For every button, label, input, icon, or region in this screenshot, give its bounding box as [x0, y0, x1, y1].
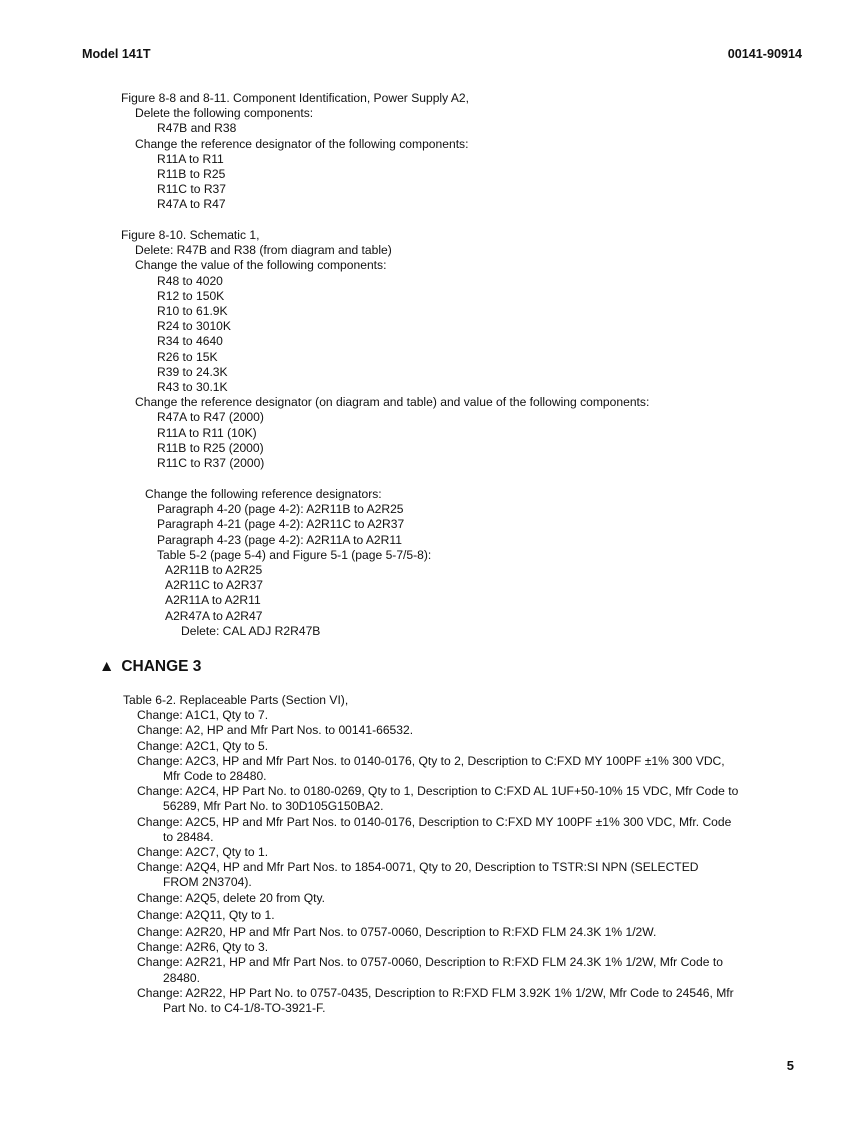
- change-entry: [123, 754, 773, 784]
- change-heading: Change the reference designator of the following components:: [135, 136, 469, 151]
- entry-line: Change: A2R20, HP and Mfr Part Nos. to 0757-0060, Description to R:FXD FLM 24.3K 1% 1/2W.: [137, 925, 657, 940]
- delete-line: Delete: CAL ADJ R2R47B: [181, 623, 321, 638]
- list-item: R11A to R11 (10K): [157, 425, 257, 440]
- list-item: R48 to 4020: [157, 273, 223, 288]
- entry-line: Change: A2C1, Qty to 5.: [137, 738, 269, 753]
- entry-continuation: 28480.: [163, 970, 200, 985]
- paragraph-item: Paragraph 4-23 (page 4-2): A2R11A to A2R11: [157, 532, 402, 547]
- delete-line: Delete: R47B and R38 (from diagram and table): [135, 243, 392, 258]
- section-title: Figure 8-8 and 8-11. Component Identification, Power Supply A2,: [121, 91, 470, 105]
- entry-line: Change: A2, HP and Mfr Part Nos. to 00141-66532.: [137, 723, 414, 738]
- entry-line: Change: A2R22, HP Part No. to 0757-0435, Description to R:FXD FLM 3.92K 1% 1/2W, Mfr Code to 24546, Mfr: [137, 985, 734, 1000]
- list-item: R10 to 61.9K: [157, 304, 228, 319]
- table-reference-line: Table 5-2 (page 5-4) and Figure 5-1 (page 5-7/5-8):: [157, 547, 432, 562]
- list-item: R12 to 150K: [157, 288, 225, 303]
- list-item: R11B to R25 (2000): [157, 440, 264, 455]
- list-item: R11A to R11: [157, 151, 224, 166]
- list-item: A2R11C to A2R37: [165, 578, 263, 593]
- list-item: R11B to R25: [157, 167, 226, 182]
- triangle-marker-icon: ▲: [99, 658, 115, 675]
- change-entry: [123, 891, 773, 906]
- refdes-heading: Change the reference designator (on diagram and table) and value of the following components:: [135, 395, 650, 410]
- list-item: A2R11A to A2R11: [165, 593, 261, 608]
- model-header: Model 141T: [82, 47, 151, 61]
- change-entry: [123, 925, 773, 940]
- change-entry: [123, 908, 773, 923]
- paragraph-item: Paragraph 4-21 (page 4-2): A2R11C to A2R37: [157, 517, 405, 532]
- entry-continuation: FROM 2N3704).: [163, 875, 252, 890]
- entry-line: Change: A1C1, Qty to 7.: [137, 708, 269, 723]
- list-item: A2R11B to A2R25: [165, 563, 263, 578]
- entry-line: Change: A2C3, HP and Mfr Part Nos. to 0140-0176, Qty to 2, Description to C:FXD MY 100PF ±1% 300 VDC,: [137, 753, 725, 768]
- list-item: R26 to 15K: [157, 349, 218, 364]
- list-item: R47A to R47: [157, 197, 226, 212]
- change-reference-designators-section: [131, 487, 431, 639]
- document-number: 00141-90914: [727, 47, 802, 61]
- entry-line: Change: A2Q5, delete 20 from Qty.: [137, 890, 326, 905]
- change-entry: [123, 739, 773, 754]
- change-3-title: CHANGE 3: [121, 658, 202, 675]
- change-entry: [123, 723, 773, 738]
- change-entry: [123, 708, 773, 723]
- list-item: R11C to R37: [157, 182, 227, 197]
- entry-line: Change: A2C4, HP Part No. to 0180-0269, Qty to 1, Description to C:FXD AL 1UF+50-10% 15 VDC, Mfr Code to: [137, 784, 739, 799]
- entry-continuation: to 28484.: [163, 829, 214, 844]
- entry-line: Change: A2C7, Qty to 1.: [137, 845, 269, 860]
- section-title: Figure 8-10. Schematic 1,: [121, 228, 260, 242]
- list-item: R47B and R38: [157, 121, 237, 136]
- list-item: R24 to 3010K: [157, 319, 231, 334]
- page-number: 5: [786, 1058, 794, 1073]
- change-entry: [123, 940, 773, 955]
- change-entry: [123, 955, 773, 985]
- change-entry: [123, 986, 773, 1016]
- entry-continuation: Part No. to C4-1/8-TO-3921-F.: [163, 1001, 326, 1016]
- entry-line: Change: A2Q4, HP and Mfr Part Nos. to 1854-0071, Qty to 20, Description to TSTR:SI NPN (SELECTED: [137, 860, 699, 875]
- figure-8-8-section: [121, 91, 469, 213]
- entry-line: Change: A2C5, HP and Mfr Part Nos. to 0140-0176, Description to C:FXD MY 100PF ±1% 300 VDC, Mfr. Code: [137, 814, 732, 829]
- change-entry: [123, 860, 773, 890]
- list-item: R39 to 24.3K: [157, 364, 228, 379]
- delete-heading: Delete the following components:: [135, 106, 314, 121]
- list-item: R11C to R37 (2000): [157, 456, 265, 471]
- figure-8-10-section: [121, 228, 649, 471]
- table-6-2-section: [123, 693, 773, 1016]
- list-item: R34 to 4640: [157, 334, 223, 349]
- entry-line: Change: A2R6, Qty to 3.: [137, 940, 269, 955]
- list-item: A2R47A to A2R47: [165, 608, 263, 623]
- list-item: R47A to R47 (2000): [157, 410, 264, 425]
- entry-continuation: Mfr Code to 28480.: [163, 769, 267, 784]
- entry-line: Change: A2Q11, Qty to 1.: [137, 907, 275, 922]
- list-item: R43 to 30.1K: [157, 380, 228, 395]
- entry-continuation: 56289, Mfr Part No. to 30D105G150BA2.: [163, 799, 384, 814]
- change-entry: [123, 815, 773, 845]
- change-3-heading: [99, 659, 201, 674]
- section-title: Table 6-2. Replaceable Parts (Section VI),: [123, 693, 349, 707]
- entry-line: Change: A2R21, HP and Mfr Part Nos. to 0757-0060, Description to R:FXD FLM 24.3K 1% 1/2W, Mfr Code to: [137, 955, 723, 970]
- change-entry: [123, 784, 773, 814]
- section-heading: Change the following reference designators:: [145, 487, 382, 501]
- paragraph-item: Paragraph 4-20 (page 4-2): A2R11B to A2R25: [157, 502, 404, 517]
- value-heading: Change the value of the following components:: [135, 258, 387, 273]
- change-entry: [123, 845, 773, 860]
